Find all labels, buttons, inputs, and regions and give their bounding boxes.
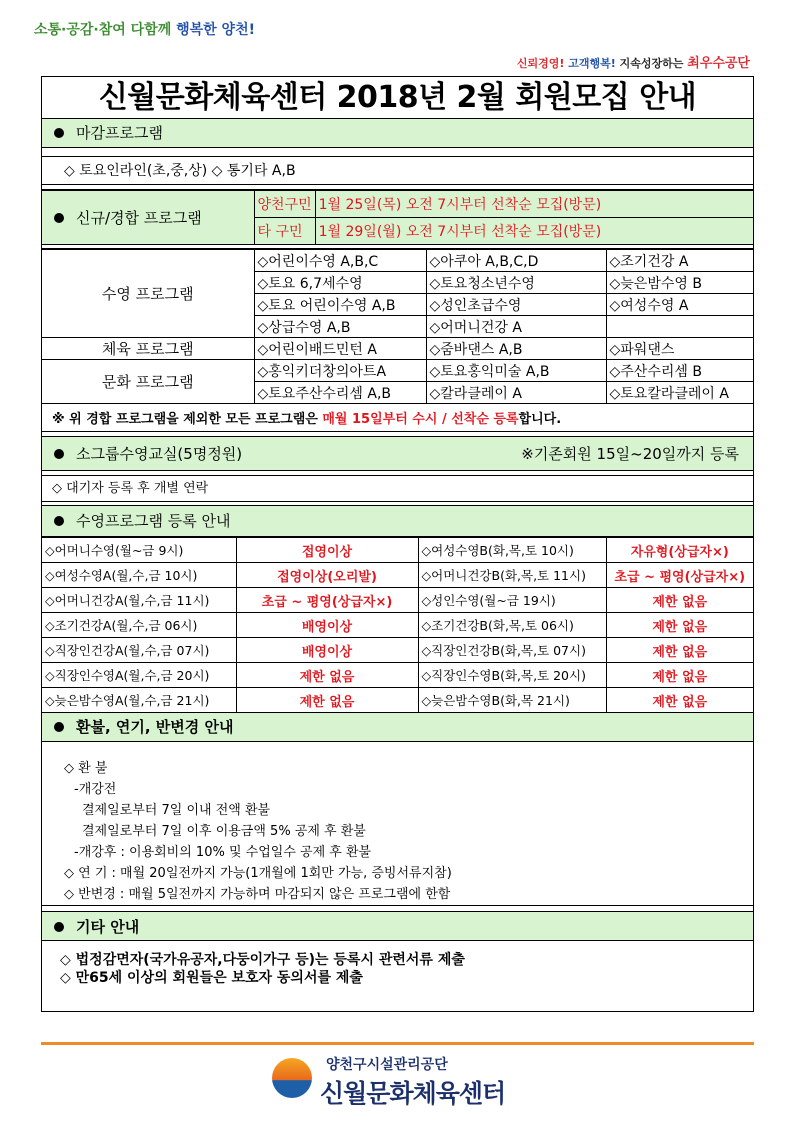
swim-class-cell: ◇어머니건강B(화,목,토 11시) <box>418 563 606 588</box>
level-requirement-cell: 제한 없음 <box>606 663 753 688</box>
motto-p3: 지속성장하는 <box>619 57 684 70</box>
recruit-time: 1월 29일(월) 오전 7시부터 선착순 모집(방문) <box>315 218 753 245</box>
program-cell: ◇늦은밤수영 B <box>606 272 753 294</box>
level-requirement-cell: 제한 없음 <box>606 688 753 713</box>
new-program-table <box>42 190 753 245</box>
program-cell: ◇조기건강 A <box>606 250 753 272</box>
section-title: 환불, 연기, 반변경 안내 <box>76 718 234 736</box>
program-cell: ◇어머니건강 A <box>426 316 606 338</box>
swim-class-cell: ◇직장인건강B(화,목,토 07시) <box>418 638 606 663</box>
section-header-refund <box>42 713 753 742</box>
slogan-part1: 소통·공감·참여 <box>34 22 126 38</box>
section-title: 소그룹수영교실(5명정원) <box>76 445 243 463</box>
swim-class-cell: ◇직장인수영B(화,목,토 20시) <box>418 663 606 688</box>
spacer <box>42 148 753 157</box>
table-row <box>42 538 753 563</box>
bullet-icon <box>54 128 64 138</box>
refund-line: ◇ 환 불 <box>64 761 108 776</box>
program-cell: ◇파워댄스 <box>606 338 753 360</box>
slogan-part3: 행복한 양천! <box>176 22 255 38</box>
refund-line: 결제일로부터 7일 이내 전액 환불 <box>82 803 271 818</box>
category-label: 체육 프로그램 <box>42 338 254 360</box>
table-row <box>42 638 753 663</box>
swim-class-cell: ◇어머니수영(월~금 9시) <box>42 538 236 563</box>
program-cell: ◇토요 어린이수영 A,B <box>254 294 426 316</box>
program-cell: ◇줌바댄스 A,B <box>426 338 606 360</box>
target-group: 타 구민 <box>254 218 315 245</box>
section-header-swim-registration <box>42 506 753 537</box>
refund-line: ◇ 연 기 : 매월 20일전까지 가능(1개월에 1회만 가능, 증빙서류지참) <box>64 866 452 881</box>
level-requirement-cell: 제한 없음 <box>236 688 418 713</box>
bullet-icon <box>54 516 64 526</box>
program-cell: ◇토요칼라클레이 A <box>606 382 753 404</box>
etc-line: ◇ 법정감면자(국가유공자,다둥이가구 등)는 등록시 관련서류 제출 <box>60 952 465 968</box>
program-cell: ◇어린이배드민턴 A <box>254 338 426 360</box>
footer-center-name: 신월문화체육센터 <box>320 1079 506 1108</box>
level-requirement-cell: 제한 없음 <box>236 663 418 688</box>
swim-class-cell: ◇직장인수영A(월,수,금 20시) <box>42 663 236 688</box>
swim-class-cell: ◇어머니건강A(월,수,금 11시) <box>42 588 236 613</box>
registration-note: ※기존회원 15일~20일까지 등록 <box>521 445 739 463</box>
category-label: 수영 프로그램 <box>42 250 254 338</box>
program-cell <box>606 316 753 338</box>
level-requirement-cell: 자유형(상급자×) <box>606 538 753 563</box>
bullet-icon <box>54 213 64 223</box>
note-highlight: 매월 15일부터 수시 / 선착순 등록 <box>322 412 519 427</box>
program-cell: ◇홍익키더창의아트A <box>254 360 426 382</box>
section-title: 신규/경합 프로그램 <box>76 209 202 227</box>
footer-logo <box>272 1054 532 1110</box>
program-cell: ◇성인초급수영 <box>426 294 606 316</box>
notice-frame <box>41 76 754 1012</box>
bullet-icon <box>54 449 64 459</box>
section-title: 마감프로그램 <box>76 124 163 142</box>
program-table <box>42 249 753 432</box>
sun-wave-logo-icon <box>272 1058 312 1098</box>
target-group: 양천구민 <box>254 191 315 218</box>
note-text: ※ 위 경합 프로그램을 제외한 모든 프로그램은 <box>52 412 323 427</box>
swim-class-cell: ◇조기건강A(월,수,금 06시) <box>42 613 236 638</box>
page-title: 신월문화체육센터 2018년 2월 회원모집 안내 <box>42 77 753 119</box>
program-cell: ◇상급수영 A,B <box>254 316 426 338</box>
waiting-note: ◇ 대기자 등록 후 개별 연락 <box>42 476 753 502</box>
footer-org: 양천구시설관리공단 <box>326 1057 448 1073</box>
level-requirement-cell: 접영이상 <box>236 538 418 563</box>
etc-info <box>42 945 753 987</box>
program-cell: ◇토요청소년수영 <box>426 272 606 294</box>
slogan-part2: 다함께 <box>130 22 172 38</box>
level-requirement-cell: 배영이상 <box>236 613 418 638</box>
motto-p4: 최우수공단 <box>687 56 750 71</box>
program-cell: ◇토요홍익미술 A,B <box>426 360 606 382</box>
table-row <box>42 663 753 688</box>
table-row <box>42 588 753 613</box>
section-header-new <box>42 191 254 245</box>
bullet-icon <box>54 722 64 732</box>
note-text: 합니다. <box>518 412 562 427</box>
etc-line: ◇ 만65세 이상의 회원들은 보호자 동의서를 제출 <box>60 970 363 986</box>
motto-p2: 고객행복! <box>568 57 616 70</box>
section-title: 수영프로그램 등록 안내 <box>76 512 231 530</box>
refund-info <box>42 748 753 906</box>
category-label: 문화 프로그램 <box>42 360 254 404</box>
program-cell: ◇토요주산수리셈 A,B <box>254 382 426 404</box>
recruit-time: 1월 25일(목) 오전 7시부터 선착순 모집(방문) <box>315 191 753 218</box>
refund-line: -개강후 : 이용회비의 10% 및 수업일수 공제 후 환불 <box>74 845 372 860</box>
section-header-etc <box>42 911 753 941</box>
program-note <box>42 404 753 432</box>
swim-class-cell: ◇성인수영(월~금 19시) <box>418 588 606 613</box>
program-cell: ◇어린이수영 A,B,C <box>254 250 426 272</box>
table-row <box>42 688 753 713</box>
refund-line: -개강전 <box>74 782 117 797</box>
program-cell: ◇칼라클레이 A <box>426 382 606 404</box>
swim-class-cell: ◇늦은밤수영A(월,수,금 21시) <box>42 688 236 713</box>
swim-class-cell: ◇직장인건강A(월,수,금 07시) <box>42 638 236 663</box>
section-title: 기타 안내 <box>76 918 140 936</box>
swim-class-cell: ◇여성수영A(월,수,금 10시) <box>42 563 236 588</box>
program-cell: ◇주산수리셈 B <box>606 360 753 382</box>
level-requirement-cell: 초급 ~ 평영(상급자×) <box>606 563 753 588</box>
motto-p1: 신뢰경영! <box>516 57 565 70</box>
refund-line: 결제일로부터 7일 이후 이용금액 5% 공제 후 환불 <box>82 824 366 839</box>
level-requirement-cell: 제한 없음 <box>606 638 753 663</box>
swim-class-cell: ◇조기건강B(화,목,토 06시) <box>418 613 606 638</box>
level-requirement-cell: 초급 ~ 평영(상급자×) <box>236 588 418 613</box>
slogan <box>34 19 255 39</box>
program-cell: ◇여성수영 A <box>606 294 753 316</box>
level-requirement-cell: 배영이상 <box>236 638 418 663</box>
table-row <box>42 613 753 638</box>
swim-registration-table <box>42 537 753 713</box>
bullet-icon <box>54 922 64 932</box>
closed-programs: ◇ 토요인라인(초,중,상) ◇ 통기타 A,B <box>42 157 753 185</box>
section-header-small-group <box>42 437 753 471</box>
program-cell: ◇아쿠아 A,B,C,D <box>426 250 606 272</box>
program-cell: ◇토요 6,7세수영 <box>254 272 426 294</box>
section-header-closed <box>42 119 753 148</box>
swim-class-cell: ◇여성수영B(화,목,토 10시) <box>418 538 606 563</box>
motto <box>517 52 750 71</box>
footer-divider <box>41 1042 754 1045</box>
refund-line: ◇ 반변경 : 매월 5일전까지 가능하며 마감되지 않은 프로그램에 한함 <box>64 887 451 902</box>
level-requirement-cell: 접영이상(오리발) <box>236 563 418 588</box>
level-requirement-cell: 제한 없음 <box>606 613 753 638</box>
level-requirement-cell: 제한 없음 <box>606 588 753 613</box>
table-row <box>42 563 753 588</box>
swim-class-cell: ◇늦은밤수영B(화,목 21시) <box>418 688 606 713</box>
